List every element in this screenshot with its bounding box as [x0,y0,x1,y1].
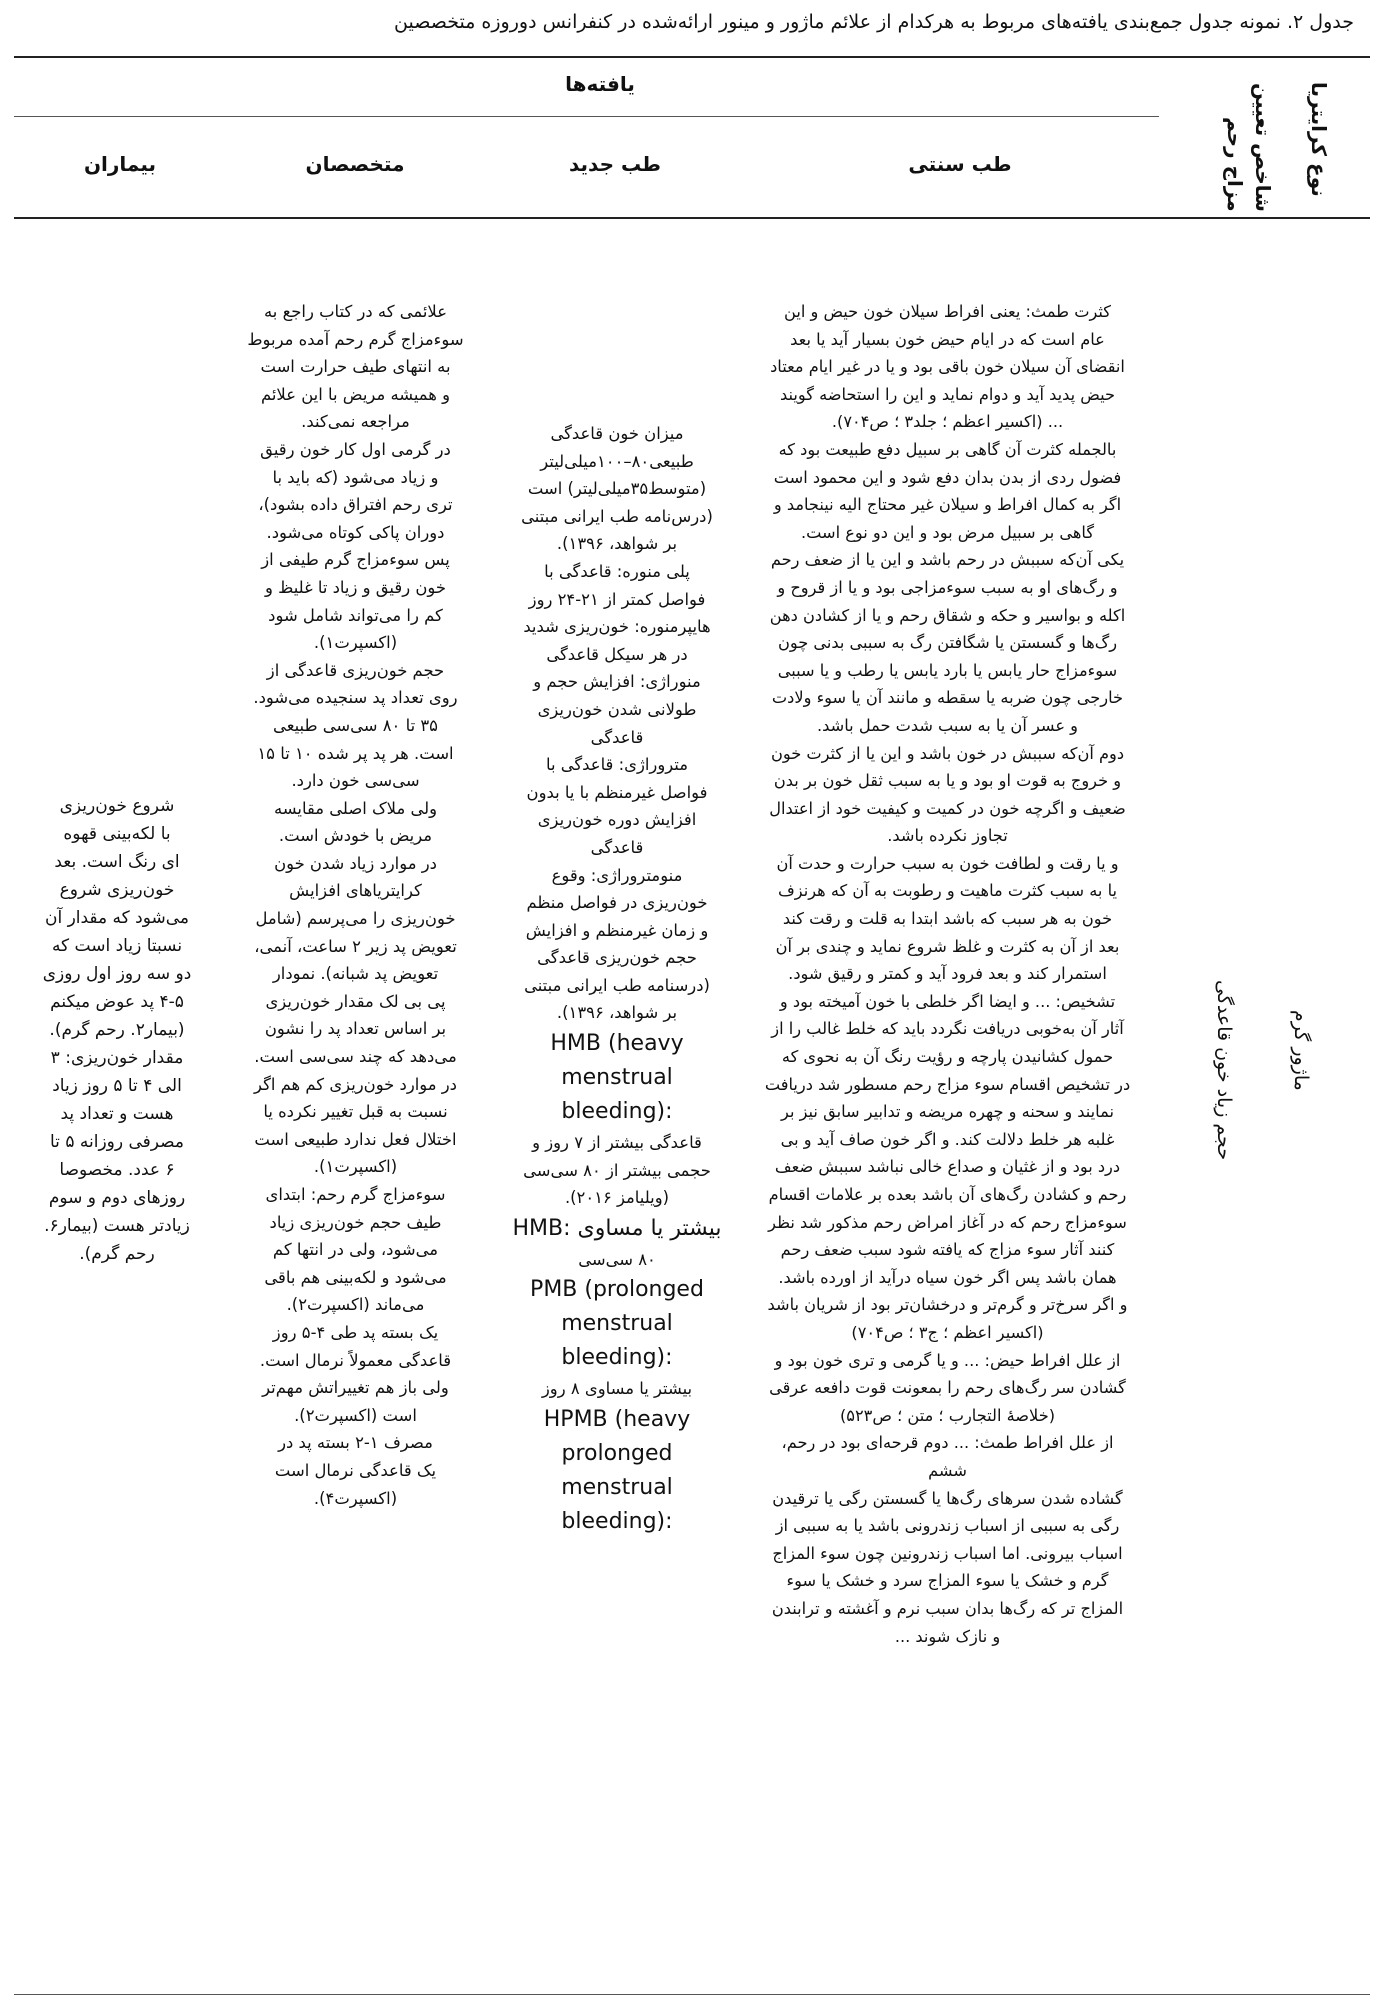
modern-line: bleeding): [561,1099,673,1125]
experts-line: قاعدگی معمولاً نرمال است. [259,1350,452,1370]
traditional-line: یا به سبب کثرت ماهیت و رطوبت به آن که هرنزف [777,881,1118,901]
experts-line: ۳۵ تا ۸۰ سی‌سی طبیعی [273,715,438,735]
experts-line: است (اکسپرت۲). [294,1405,417,1425]
modern-line: در هر سیکل قاعدگی [546,644,688,664]
modern-line: فواصل غیرمنظم با یا بدون [526,782,708,802]
traditional-line: آثار آن به‌خوبی دریافت نگردد باید که خلط غالب را از [771,1019,1124,1039]
experts-line: خون‌ریزی را می‌پرسم (شامل [255,909,456,929]
traditional-line: خون به هر سبب که باشد ابتدا به قلت و رقت کند [782,909,1113,929]
patients-line: مصرفی روزانه ۵ تا [50,1132,184,1152]
patients-line: زیادتر هست (بیمار۶. [44,1216,190,1236]
modern-line: bleeding): [561,1345,673,1371]
modern-line: افزایش دوره خون‌ریزی [537,810,697,830]
traditional-line: یکی آن‌که سببش در رحم باشد و این یا از ضعف رحم [770,550,1125,570]
table-top-rule [14,56,1370,58]
modern-line: بر شواهد، ۱۳۹۶). [556,534,678,554]
header-bottom-rule [14,217,1370,219]
experts-line: در موارد زیاد شدن خون [274,853,437,873]
header-findings: یافته‌ها [565,72,635,96]
traditional-line: حمول کشانیدن پارچه و رؤیت رنگ آن به نحوی که [781,1047,1114,1067]
patients-line: ۴-۵ پد عوض میکنم [50,992,184,1012]
traditional-line: عام است که در ایام حیض خون بسیار آید یا بعد [790,329,1105,349]
traditional-line: و نازک شوند ... [894,1626,1001,1646]
modern-line: هایپرمنوره: خون‌ریزی شدید [523,617,711,637]
experts-line: ولی ملاک اصلی مقایسه [273,798,438,818]
experts-line: کرایتریاهای افزایش [289,881,422,901]
modern-medicine-cell [498,420,736,1539]
traditional-line: خارجی چون ضربه یا سقطه و مانند آن یا سوء ولادت [771,688,1124,708]
modern-line: حجم خون‌ریزی قاعدگی [537,948,697,968]
traditional-line: گشاده شدن سرهای رگ‌ها یا گسستن رگی یا ترقیدن [772,1488,1123,1508]
modern-line: خون‌ریزی در فواصل منظم [526,893,708,913]
patients-line: ۶ عدد. مخصوصا [59,1160,175,1180]
patients-line: خون‌ریزی شروع [59,880,175,900]
experts-line: حجم خون‌ریزی قاعدگی از [266,660,445,680]
experts-line: سی‌سی خون دارد. [291,771,420,791]
findings-divider [14,116,1159,117]
experts-line: مراجعه نمی‌کند. [301,412,410,432]
patients-line: رحم گرم). [79,1244,155,1264]
experts-line: (اکسپرت۱). [313,1157,398,1177]
header-patients: بیماران [83,152,157,176]
indicator-cell: حجم زیاد خون قاعدگی [1213,980,1235,1161]
header-modern: طب جدید [568,152,661,176]
modern-line: طبیعی۸۰–۱۰۰میلی‌لیتر [540,451,694,471]
experts-line: و زیاد می‌شود (که باید با [272,467,439,487]
experts-line: علائمی که در کتاب راجع به [264,302,447,321]
traditional-line: (اکسیر اعظم ؛ ج۳ ؛ ص۷۰۴) [851,1322,1044,1342]
traditional-line: تشخیص: ... و ایضا اگر خلطی با خون آمیخته بود و [779,991,1116,1011]
modern-line: (ویلیامز ۲۰۱۶). [564,1188,670,1208]
patients-line: دو سه روز اول روزی [42,964,192,984]
criteria-type-cell: ماژور گرم [1290,1010,1312,1091]
modern-line: HMB: بیشتر یا مساوی [512,1215,722,1241]
patients-line: روزهای دوم و سوم [48,1188,186,1208]
experts-line: سوءمزاج گرم رحم: ابتدای [265,1185,446,1204]
traditional-line: و رگ‌های او به سبب سوءمزاجی بود و یا از قروح و [777,577,1118,597]
experts-line: است. هر پد پر شده ۱۰ تا ۱۵ [257,743,454,763]
experts-line: (اکسپرت۱). [313,633,398,653]
header-experts: متخصصان [305,152,405,176]
traditional-line: رگ‌ها و گسستن یا شگافتن رگ به سببی بدنی چون [777,633,1118,653]
traditional-line: سوءمزاج رحم که در آغاز امراض رحم مذکور شد نظر [768,1212,1127,1232]
modern-line: بیشتر یا مساوی ۸ روز [541,1379,693,1399]
experts-cell [233,298,478,1512]
experts-line: بر اساس تعداد پد را نشون [264,1019,447,1039]
experts-line: اختلال فعل ندارد طبیعی است [254,1129,457,1149]
experts-line: خون رقیق و زیاد تا غلیظ و [265,577,446,597]
experts-line: در گرمی اول کار خون رقیق [260,439,451,459]
experts-line: پس سوءمزاج گرم طیفی از [261,550,450,570]
patients-line: با لکه‌بینی قهوه [63,824,171,844]
traditional-line: بالجمله کثرت آن گاهی بر سبیل دفع طبیعت بود که [778,439,1117,459]
traditional-line: اسباب بیرونی. اما اسباب زندرونین چون سوء المزاج [772,1543,1123,1563]
traditional-line: و یا رقت و لطافت خون به سبب حرارت و حدت آن [776,853,1119,873]
traditional-line: گاهی بر سبیل مرض بود و این دو نوع است. [800,522,1095,542]
modern-line: حجمی بیشتر از ۸۰ سی‌سی [523,1160,711,1180]
patients-line: هست و تعداد پد [60,1104,174,1124]
modern-line: منومتروراژی: وقوع [551,865,683,885]
traditional-line: اکله و بواسیر و حکه و شقاق رحم و یا از کشادن دهن [769,605,1126,625]
modern-line: قاعدگی [590,837,644,857]
modern-line: فواصل کمتر از ۲۱-۲۴ روز [528,589,706,609]
patients-line: نسبتا زیاد است که [51,936,183,956]
modern-line: prolonged [561,1441,673,1467]
experts-line: ولی باز هم تغییراتش مهم‌تر [262,1378,449,1398]
traditional-line: غلبه هر خلط دلالت کند. و اگر خون صاف آید و بی [780,1129,1115,1149]
modern-line: منوراژی: افزایش حجم و [533,672,701,692]
patients-cell [22,792,212,1268]
experts-line: نسبت به قبل تغییر نکرده یا [263,1102,448,1122]
modern-line: menstrual [561,1475,673,1501]
modern-line: (درسنامه طب ایرانی مبتنی [524,975,710,995]
header-indicator: شاخص تعیین مزاج رحم [1223,83,1275,212]
modern-line: پلی منوره: قاعدگی با [544,561,690,581]
experts-line: در موارد خون‌ریزی کم هم اگر [254,1074,457,1094]
traditional-line: فضول ردی از بدن بدان دفع شود و این محمود است [773,467,1122,487]
experts-line: روی تعداد پد سنجیده می‌شود. [253,688,458,708]
traditional-line: و خروج به قوت او بود و یا به سبب ثقل خون بر بدن [773,771,1122,791]
experts-line: مریض با خودش است. [278,826,433,846]
experts-line: پی بی لک مقدار خون‌ریزی [265,991,446,1011]
traditional-line: از علل افراط حیض: ... و یا گرمی و تری خون بود و [774,1350,1121,1370]
modern-line: PMB (prolonged [530,1277,704,1303]
modern-line: (متوسط۳۵میلی‌لیتر) است [527,479,707,499]
traditional-line: بعد از آن به کثرت و غلظ شروع نماید و چندی بر آن [775,936,1120,956]
traditional-line: انقضای آن سیلان خون باقی بود و یا در غیر ایام معتاد [770,357,1125,377]
experts-line: می‌شود و لکه‌بینی هم باقی [264,1267,447,1287]
traditional-line: نمایند و سحنه و چهره مریضه و تدابیر سابق نیز بر [781,1102,1114,1122]
modern-line: ۸۰ سی‌سی [578,1249,656,1269]
experts-line: سوءمزاج گرم رحم آمده مربوط [247,329,464,349]
modern-line: قاعدگی [590,727,644,747]
modern-line: و زمان غیرمنظم و افزایش [525,920,709,940]
traditional-line: گرم و خشک یا سوء المزاج سرد و خشک یا سوء [786,1571,1109,1591]
experts-line: و همیشه مریض با این علائم [260,384,451,404]
traditional-medicine-cell [760,298,1135,1650]
patients-line: (بیمار۲. رحم گرم). [49,1020,185,1040]
traditional-line: ضعیف و اگرچه خون در کمیت و کیفیت خود از اعتدال [769,798,1126,818]
modern-line: HPMB (heavy [543,1407,691,1433]
traditional-line: (خلاصهٔ التجارب ؛ متن ؛ ص۵۲۳) [839,1405,1056,1425]
experts-line: می‌شود، ولی در انتها کم [272,1240,439,1260]
traditional-line: همان باشد پس اگر خون سیاه درآید از اورده باشد. [778,1267,1117,1287]
header-traditional: طب سنتی [908,152,1012,176]
experts-line: تعویض پد شبانه). نمودار [272,964,439,984]
traditional-line: و اگر سرخ‌تر و گرم‌تر و درخشان‌تر بود از شریان باشد [767,1295,1128,1315]
modern-line: bleeding): [561,1509,673,1535]
traditional-line: دوم آن‌که سببش در خون باشد و این یا از کثرت خون [770,743,1125,763]
traditional-line: المزاج تر که رگ‌ها بدان سبب نرم و آغشته و ترابندن [771,1598,1124,1618]
traditional-line: و عسر آن یا به سبب شدت حمل باشد. [817,715,1078,735]
experts-line: کم را می‌تواند شامل شود [268,605,443,625]
modern-line: HMB (heavy [550,1031,684,1057]
header-criteria-type: نوع کرایتریا [1307,82,1331,197]
experts-line: (اکسپرت۴). [313,1488,398,1508]
patients-line: می‌شود که مقدار آن [44,908,190,928]
experts-line: به انتهای طیف حرارت است [260,357,451,377]
traditional-line: گشادن سر رگ‌های رحم را بمعونت قوت دافعه عرقی [769,1378,1126,1398]
experts-line: تعویض پد زیر ۲ ساعت، آنمی، [254,936,457,956]
modern-line: قاعدگی بیشتر از ۷ روز و [532,1133,702,1153]
modern-line: بر شواهد، ۱۳۹۶). [556,1003,678,1023]
patients-line: مقدار خون‌ریزی: ۳ [50,1048,184,1068]
traditional-line: رگی به سببی از اسباب زندرونی باشد یا به سببی از [775,1516,1120,1536]
traditional-line: سوءمزاج حار یابس یا بارد یابس یا رطب و یا سببی [777,660,1118,680]
modern-line: (درس‌نامه طب ایرانی مبتنی [521,506,713,526]
traditional-line: در تشخیص اقسام سوء مزاج رحم مسطور شد دریافت [764,1074,1131,1094]
experts-line: می‌ماند (اکسپرت۲). [286,1295,425,1315]
patients-line: ای رنگ است. بعد [54,852,180,872]
table-bottom-rule [14,1994,1370,1995]
traditional-line: استمرار کند و بعد فرود آید و کمتر و رقیق شود. [788,964,1107,984]
experts-line: تری رحم افتراق داده بشود)، [258,495,453,515]
modern-line: menstrual [561,1311,673,1337]
traditional-line: حیض پدید آید و دوام نماید و این را استحاضه گویند [779,384,1115,404]
traditional-line: رحم و کشادن رگ‌های آن باشد بعده بر علامات اقسام [768,1185,1127,1204]
modern-line: متروراژی: قاعدگی با [545,755,689,775]
experts-line: می‌دهد که چند سی‌سی است. [254,1047,457,1067]
experts-line: یک قاعدگی نرمال است [274,1460,437,1480]
patients-line: شروع خون‌ریزی [59,796,175,816]
traditional-line: ... (اکسیر اعظم ؛ جلد۳ ؛ ص۷۰۴). [831,412,1064,432]
traditional-line: اگر به کمال افراط و سیلان غیر محتاج الیه نینجامد و [773,495,1122,515]
experts-line: طیف حجم خون‌ریزی زیاد [269,1212,442,1232]
experts-line: یک بسته پد طی ۴-۵ روز [272,1322,439,1342]
traditional-line: کنند آثار سوء مزاج که یافته شود سبب ضعف رحم [780,1240,1115,1260]
modern-line: menstrual [561,1065,673,1091]
experts-line: مصرف ۱-۲ بسته پد در [278,1433,433,1453]
traditional-line: درد بود و از غثیان و صداع خالی نباشد سببش ضعف [774,1157,1121,1177]
traditional-line: کثرت طمث: یعنی افراط سیلان خون حیض و این [784,302,1111,321]
experts-line: دوران پاکی کوتاه می‌شود. [266,522,445,542]
modern-line: میزان خون قاعدگی [550,424,684,443]
patients-line: الی ۴ تا ۵ روز زیاد [52,1076,182,1096]
table-caption: جدول ۲. نمونه جدول جمع‌بندی یافته‌های مربوط به هرکدام از علائم ماژور و مینور ارائه‌شده در کنفرانس دوروزه متخصصین [394,11,1354,33]
traditional-line: تجاوز نکرده باشد. [887,826,1008,846]
traditional-line: از علل افراط طمث: ... دوم قرحه‌ای بود در رحم، ششم [781,1433,1114,1480]
modern-line: طولانی شدن خون‌ریزی [537,699,697,719]
